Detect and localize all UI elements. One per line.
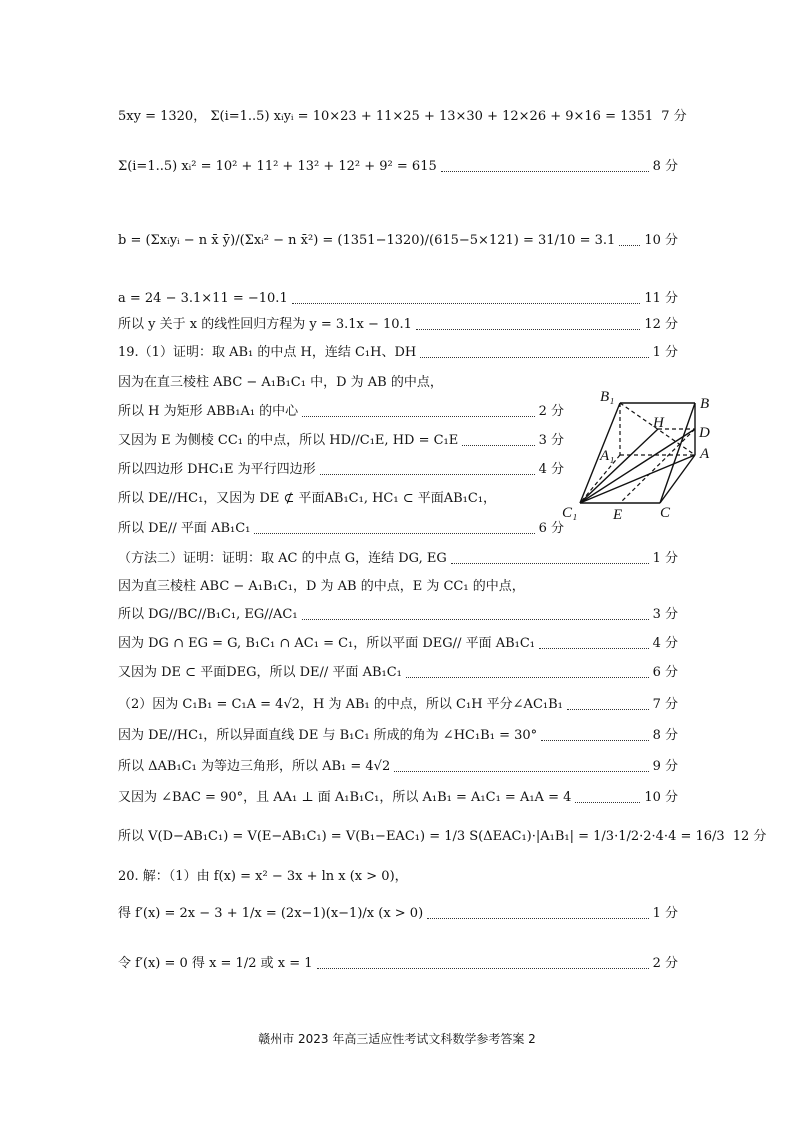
line-text: 因为 DE//HC₁，所以异面直线 DE 与 B₁C₁ 所成的角为 ∠HC₁B₁ = 30°: [118, 728, 538, 743]
line-6: [118, 344, 678, 362]
leader-dots: [292, 294, 641, 304]
line-text: （方法二）证明：证明：取 AC 的中点 G，连结 DG, EG: [118, 551, 447, 566]
score: 7 分: [661, 109, 687, 124]
line-8: [118, 403, 564, 421]
leader-dots: [441, 162, 649, 172]
line-23: [118, 868, 678, 886]
line-20: [118, 758, 678, 776]
leader-dots: [394, 762, 648, 772]
score: 4 分: [538, 462, 564, 477]
score: 11 分: [644, 291, 678, 306]
line-4: [118, 290, 678, 308]
line-text: 又因为 ∠BAC = 90°，且 AA₁ ⊥ 面 A₁B₁C₁，所以 A₁B₁ = A₁C₁ = A₁A = 4: [118, 790, 572, 805]
line-15: [118, 606, 678, 624]
label-D: D: [699, 425, 710, 441]
label-C: C: [660, 505, 671, 521]
label-B: B: [700, 396, 710, 412]
prism-figure: [560, 385, 720, 525]
line-11: [118, 490, 564, 508]
score: 4 分: [652, 636, 678, 651]
line-25: [118, 955, 678, 973]
label-A: A: [700, 446, 710, 462]
line-5: [118, 316, 678, 334]
leader-dots: [302, 610, 649, 620]
line-text: b = (Σxᵢyᵢ − n x̄ ȳ)/(Σxᵢ² − n x̄²) = (1351−1320)/(615−5×121) = 31/10 = 3.1: [118, 233, 616, 248]
line-text: （2）因为 C₁B₁ = C₁A = 4√2，H 为 AB₁ 的中点，所以 C₁H 平分∠AC₁B₁: [118, 697, 563, 712]
leader-dots: [317, 959, 649, 969]
label-A1: A₁: [600, 448, 615, 464]
edge-C1D: [580, 429, 695, 503]
edge-DE: [620, 429, 695, 503]
score: 6 分: [538, 521, 564, 536]
line-text: 20. 解：（1）由 f(x) = x² − 3x + ln x (x > 0)，: [118, 869, 408, 884]
line-22: [118, 828, 767, 846]
leader-dots: [575, 793, 640, 803]
line-24: [118, 905, 678, 923]
leader-dots: [427, 909, 648, 919]
line-text: 因为在直三棱柱 ABC − A₁B₁C₁ 中，D 为 AB 的中点，: [118, 375, 443, 390]
label-H: H: [653, 415, 664, 431]
leader-dots: [320, 465, 535, 475]
leader-dots: [420, 348, 648, 358]
score: 1 分: [652, 345, 678, 360]
line-19: [118, 727, 678, 745]
line-text: 所以 DG//BC//B₁C₁, EG//AC₁: [118, 607, 298, 622]
line-text: a = 24 − 3.1×11 = −10.1: [118, 291, 288, 306]
score: 9 分: [652, 759, 678, 774]
line-7: [118, 374, 564, 392]
leader-dots: [451, 554, 649, 564]
line-text: 5xy = 1320， Σ(i=1..5) xᵢyᵢ = 10×23 + 11×25 + 13×30 + 12×26 + 9×16 = 1351: [118, 109, 654, 124]
score: 6 分: [652, 665, 678, 680]
line-13: [118, 550, 678, 568]
line-text: 所以 ΔAB₁C₁ 为等边三角形，所以 AB₁ = 4√2: [118, 759, 391, 774]
line-10: [118, 461, 564, 479]
line-16: [118, 635, 678, 653]
edge-BC: [660, 403, 695, 503]
line-17: [118, 664, 678, 682]
line-text: 得 f′(x) = 2x − 3 + 1/x = (2x−1)(x−1)/x (x > 0): [118, 906, 424, 921]
line-text: 所以四边形 DHC₁E 为平行四边形: [118, 462, 316, 477]
score: 2 分: [538, 404, 564, 419]
edge-C1H: [580, 429, 658, 503]
leader-dots: [302, 407, 534, 417]
line-text: Σ(i=1..5) xᵢ² = 10² + 11² + 13² + 12² + 9² = 615: [118, 159, 437, 174]
leader-dots: [406, 668, 649, 678]
page-footer: 赣州市 2023 年高三适应性考试文科数学参考答案 2: [258, 1032, 536, 1046]
leader-dots: [619, 236, 640, 246]
line-text: 19.（1）证明：取 AB₁ 的中点 H，连结 C₁H、DH: [118, 345, 417, 360]
score: 10 分: [644, 790, 678, 805]
score: 3 分: [652, 607, 678, 622]
line-18: [118, 696, 678, 714]
line-text: 又因为 E 为侧棱 CC₁ 的中点，所以 HD//C₁E, HD = C₁E: [118, 433, 459, 448]
line-text: 所以 y 关于 x 的线性回归方程为 y = 3.1x − 10.1: [118, 317, 412, 332]
score: 10 分: [644, 233, 678, 248]
line-text: 所以 DE// 平面 AB₁C₁: [118, 521, 251, 536]
leader-dots: [541, 731, 648, 741]
score: 2 分: [652, 956, 678, 971]
score: 1 分: [652, 906, 678, 921]
leader-dots: [462, 436, 534, 446]
line-2: [118, 158, 678, 176]
leader-dots: [254, 524, 534, 534]
score: 8 分: [652, 159, 678, 174]
line-9: [118, 432, 564, 450]
label-E: E: [613, 507, 623, 523]
score: 1 分: [652, 551, 678, 566]
line-12: [118, 520, 564, 538]
line-3: [118, 232, 678, 250]
line-text: 因为 DG ∩ EG = G, B₁C₁ ∩ AC₁ = C₁，所以平面 DEG// 平面 AB₁C₁: [118, 636, 536, 651]
score: 12 分: [644, 317, 678, 332]
line-text: 所以 DE//HC₁，又因为 DE ⊄ 平面AB₁C₁, HC₁ ⊂ 平面AB₁C₁，: [118, 491, 497, 506]
line-text: 令 f′(x) = 0 得 x = 1/2 或 x = 1: [118, 956, 313, 971]
label-B1: B₁: [600, 389, 615, 405]
score: 8 分: [652, 728, 678, 743]
leader-dots: [567, 700, 649, 710]
line-21: [118, 789, 678, 807]
score: 3 分: [538, 433, 564, 448]
score: 12 分: [732, 829, 767, 844]
leader-dots: [539, 639, 649, 649]
label-C1: C₁: [562, 505, 578, 521]
line-text: 又因为 DE ⊂ 平面DEG，所以 DE// 平面 AB₁C₁: [118, 665, 402, 680]
line-14: [118, 578, 678, 596]
line-text: 所以 V(D−AB₁C₁) = V(E−AB₁C₁) = V(B₁−EAC₁) = 1/3 S(ΔEAC₁)·|A₁B₁| = 1/3·1/2·2·4·4 = 16/3: [118, 829, 725, 844]
line-text: 所以 H 为矩形 ABB₁A₁ 的中心: [118, 404, 299, 419]
line-1: [118, 108, 687, 126]
leader-dots: [416, 320, 640, 330]
score: 7 分: [652, 697, 678, 712]
line-text: 因为直三棱柱 ABC − A₁B₁C₁，D 为 AB 的中点，E 为 CC₁ 的中点，: [118, 579, 525, 594]
